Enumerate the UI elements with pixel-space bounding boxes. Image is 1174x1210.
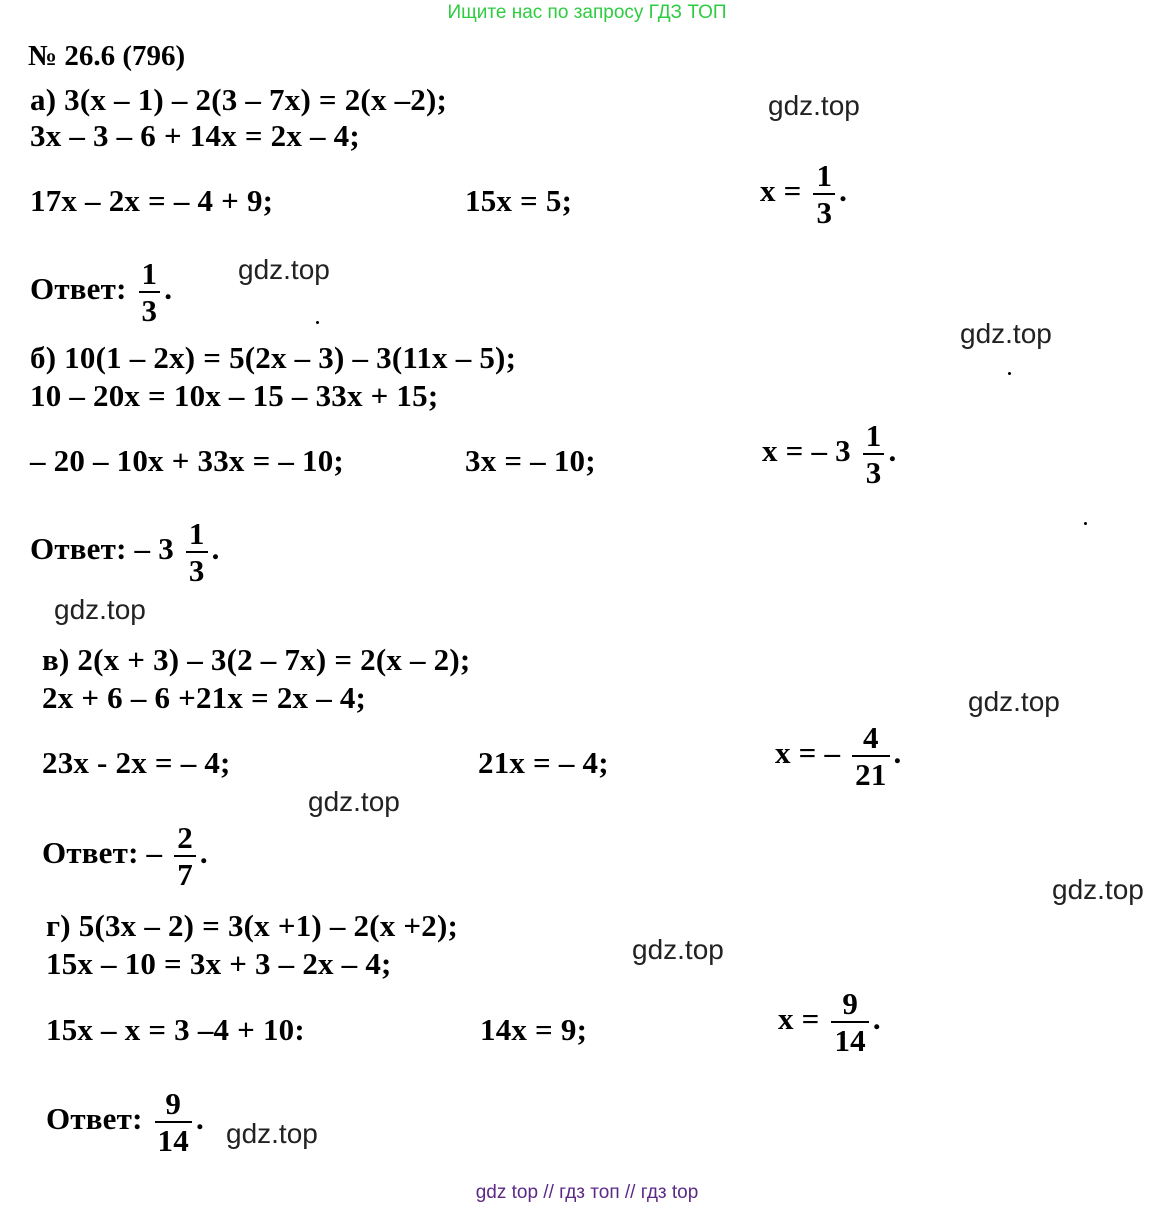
part-v-result: x = – $\frac{4}{21}$ .	[775, 720, 902, 792]
part-b-equation: б) 10(1 – 2x) = 5(2x – 3) – 3(11x – 5);	[30, 340, 517, 375]
part-a-expansion: 3x – 3 – 6 + 14x = 2x – 4;	[30, 118, 360, 153]
scan-speck	[1084, 522, 1087, 525]
scan-speck	[1008, 372, 1011, 375]
part-b-step1: – 20 – 10x + 33x = – 10;	[30, 443, 344, 478]
denominator: 14	[831, 1021, 868, 1056]
watermark: gdz.top	[968, 686, 1060, 717]
denominator: 3	[139, 291, 161, 326]
watermark: gdz.top	[54, 594, 146, 625]
watermark: gdz.top	[226, 1118, 318, 1149]
part-b-answer: Ответ: – 3 $\frac{1}{3}$ .	[30, 516, 220, 588]
answer-label: Ответ:	[30, 271, 127, 307]
result-fraction	[831, 988, 868, 1056]
watermark: gdz.top	[768, 90, 860, 121]
part-a-equation: а) 3(x – 1) – 2(3 – 7x) = 2(x –2);	[30, 82, 448, 117]
watermark: gdz.top	[1052, 874, 1144, 905]
result-prefix: x = –	[775, 735, 841, 771]
answer-fraction	[139, 258, 161, 326]
part-v-step2: 21x = – 4;	[478, 745, 609, 780]
denominator: 21	[852, 755, 889, 790]
numerator: 1	[188, 516, 205, 551]
numerator: 4	[862, 720, 879, 755]
numerator: 9	[842, 986, 859, 1021]
part-g-step1: 15x – x = 3 –4 + 10:	[46, 1012, 305, 1047]
numerator: 1	[141, 256, 158, 291]
answer-label: Ответ:	[46, 1101, 143, 1137]
answer-label: Ответ: – 3	[30, 531, 174, 567]
numerator: 9	[165, 1086, 182, 1121]
watermark: gdz.top	[308, 786, 400, 817]
result-fraction	[852, 722, 889, 790]
watermark: gdz.top	[632, 934, 724, 965]
part-v-expansion: 2x + 6 – 6 +21x = 2x – 4;	[42, 680, 367, 715]
scan-speck	[316, 321, 319, 324]
footer-links[interactable]: gdz top // гдз топ // гдз top	[475, 1182, 699, 1203]
result-prefix: x = – 3	[762, 433, 851, 469]
part-g-step2: 14x = 9;	[480, 1012, 588, 1047]
part-b-step2: 3x = – 10;	[465, 443, 596, 478]
result-fraction	[813, 160, 835, 228]
denominator: 3	[186, 551, 208, 586]
search-banner[interactable]: Ищите нас по запросу ГДЗ ТОП	[447, 2, 727, 23]
denominator: 3	[863, 453, 885, 488]
part-b-expansion: 10 – 20x = 10x – 15 – 33x + 15;	[30, 378, 439, 413]
part-a-answer: Ответ: $\frac{1}{3}$ .	[30, 256, 173, 328]
result-prefix: x =	[760, 173, 802, 209]
part-b-result: x = – 3 $\frac{1}{3}$ .	[762, 418, 897, 490]
numerator: 1	[865, 418, 882, 453]
watermark: gdz.top	[960, 318, 1052, 349]
denominator: 3	[813, 193, 835, 228]
part-v-equation: в) 2(x + 3) – 3(2 – 7x) = 2(x – 2);	[42, 642, 471, 677]
answer-label: Ответ: –	[42, 835, 163, 871]
answer-fraction	[155, 1088, 192, 1156]
result-prefix: x =	[778, 1001, 820, 1037]
part-g-equation: г) 5(3x – 2) = 3(x +1) – 2(x +2);	[46, 908, 459, 943]
part-g-expansion: 15x – 10 = 3x + 3 – 2x – 4;	[46, 946, 392, 981]
answer-fraction	[186, 518, 208, 586]
denominator: 14	[155, 1121, 192, 1156]
result-fraction	[863, 420, 885, 488]
part-v-answer: Ответ: – $\frac{2}{7}$ .	[42, 820, 208, 892]
numerator: 1	[816, 158, 833, 193]
watermark: gdz.top	[238, 254, 330, 285]
part-g-result: x = $\frac{9}{14}$ .	[778, 986, 881, 1058]
answer-fraction	[174, 822, 196, 890]
problem-title: № 26.6 (796)	[28, 40, 186, 72]
numerator: 2	[177, 820, 193, 855]
part-a-step2: 15x = 5;	[465, 183, 573, 218]
denominator: 7	[174, 855, 196, 890]
part-g-answer: Ответ: $\frac{9}{14}$ .	[46, 1086, 204, 1158]
part-a-result: x = $\frac{1}{3}$ .	[760, 158, 848, 230]
part-a-step1: 17x – 2x = – 4 + 9;	[30, 183, 274, 218]
part-v-step1: 23x - 2x = – 4;	[42, 745, 231, 780]
